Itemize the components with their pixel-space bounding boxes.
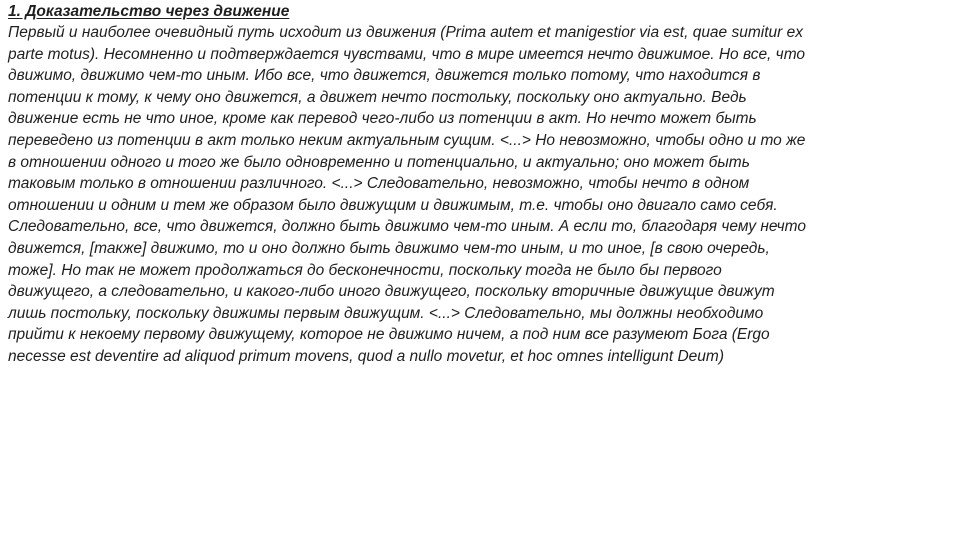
- text-line: лишь постольку, поскольку движимы первым движущим. <...> Следовательно, мы должны необходимо: [8, 304, 764, 322]
- text-line: движимо, движимо чем-то иным. Ибо все, что движется, движется только потому, что находится в: [8, 67, 761, 85]
- text-line: потенции к тому, к чему оно движется, а движет нечто постольку, поскольку оно актуально. Ведь: [8, 88, 747, 106]
- document-heading: 1. Доказательство через движение: [8, 3, 290, 20]
- text-line: отношении и одним и тем же образом было движущим и движимым, т.е. чтобы оно двигало само себя.: [8, 196, 778, 214]
- text-line: necesse est deventire ad aliquod primum movens, quod a nullo movetur, et hoc omnes intelligunt Deum): [8, 347, 724, 365]
- text-line: движущего, а следовательно, и какого-либо иного движущего, поскольку вторичные движущие движут: [8, 283, 775, 301]
- text-line: таковым только в отношении различного. <...> Следовательно, невозможно, чтобы нечто в одном: [8, 175, 750, 193]
- text-line: Следовательно, все, что движется, должно быть движимо чем-то иным. А если то, благодаря чему нечто: [8, 218, 807, 236]
- text-line: движется, [также] движимо, то и оно должно быть движимо чем-то иным, и то иное, [в свою очередь,: [8, 239, 770, 257]
- text-line: Первый и наиболее очевидный путь исходит из движения (Prima autem et manigestior via est, quae sumitur ex: [8, 24, 803, 41]
- text-line: переведено из потенции в акт только неким актуальным сущим. <...> Но невозможно, чтобы одно и то же: [8, 131, 806, 149]
- text-line: движение есть не что иное, кроме как перевод чего-либо из потенции в акт. Но нечто может быть: [8, 110, 757, 128]
- document-body: [8, 22, 950, 368]
- text-line: в отношении одного и того же было одновременно и потенциально, и актуально; оно может быть: [8, 153, 750, 171]
- text-line: тоже]. Но так не может продолжаться до бесконечности, поскольку тогда не было бы первого: [8, 261, 722, 279]
- text-line: parte motus). Несомненно и подтверждается чувствами, что в мире имеется нечто движимое. Но все, что: [8, 45, 806, 63]
- text-line: прийти к некоему первому движущему, которое не движимо ничем, а под ним все разумеют Бога (Ergo: [8, 326, 770, 344]
